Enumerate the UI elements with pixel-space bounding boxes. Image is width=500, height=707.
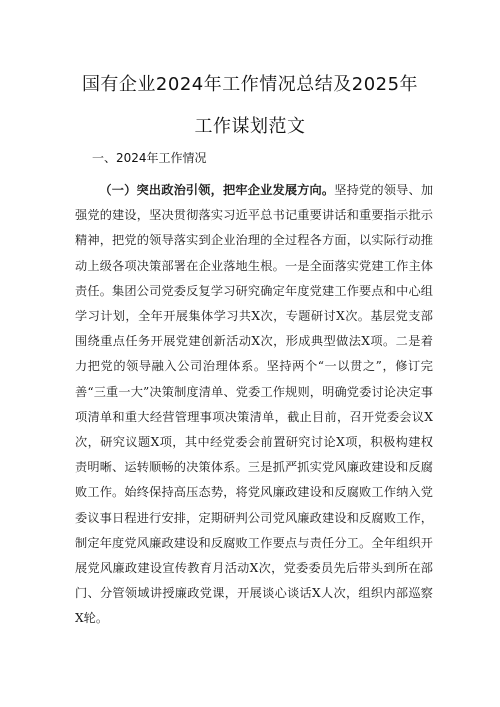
document-title-line-2: 工作谋划范文	[194, 116, 306, 137]
paragraph-lead: （一）突出政治引领，把牢企业发展方向。	[99, 183, 335, 197]
paragraph-body: 坚持党的领导、加强党的建设，坚决贯彻落实习近平总书记重要讲话和重要指示批示精神，把党的领导落实到企业治理的全过程各方面，以实际行动推动上级各项决策部署在企业落地生根。一是全面落实党建工作主体责任。集团公司党委反复学习研究确定年度党建工作要点和中心组学习计划，全年开展集体学习共X次，专题研讨X次。基层党支部围绕重点任务开展党建创新活动X次，形成典型做法X项。二是着力把党的领导融入公司治理体系。坚持两个“一以贯之”，修订完善“三重一大”决策制度清单、党委工作规则，明确党委讨论决定事项清单和重大经营管理事项决策清单，截止目前，召开党委会议X次，研究议题X项，其中经党委会前置研究讨论X项，积极构建权责明晰、运转顺畅的决策体系。三是抓严抓实党风廉政建设和反腐败工作。始终保持高压态势，将党风廉政建设和反腐败工作纳入党委议事日程进行安排，定期研判公司党风廉政建设和反腐败工作，制定年度党风廉政建设和反腐败工作要点与责任分工。全年组织开展党风廉政建设宣传教育月活动X次，党委委员先后带头到所在部门、分管领域讲授廉政党课，开展谈心谈话X人次，组织内部巡察X轮。	[75, 183, 434, 626]
document-title-line-1: 国有企业2024年工作情况总结及2025年	[81, 74, 419, 95]
body-paragraph	[75, 178, 433, 632]
section-heading: 一、2024年工作情况	[92, 151, 207, 165]
